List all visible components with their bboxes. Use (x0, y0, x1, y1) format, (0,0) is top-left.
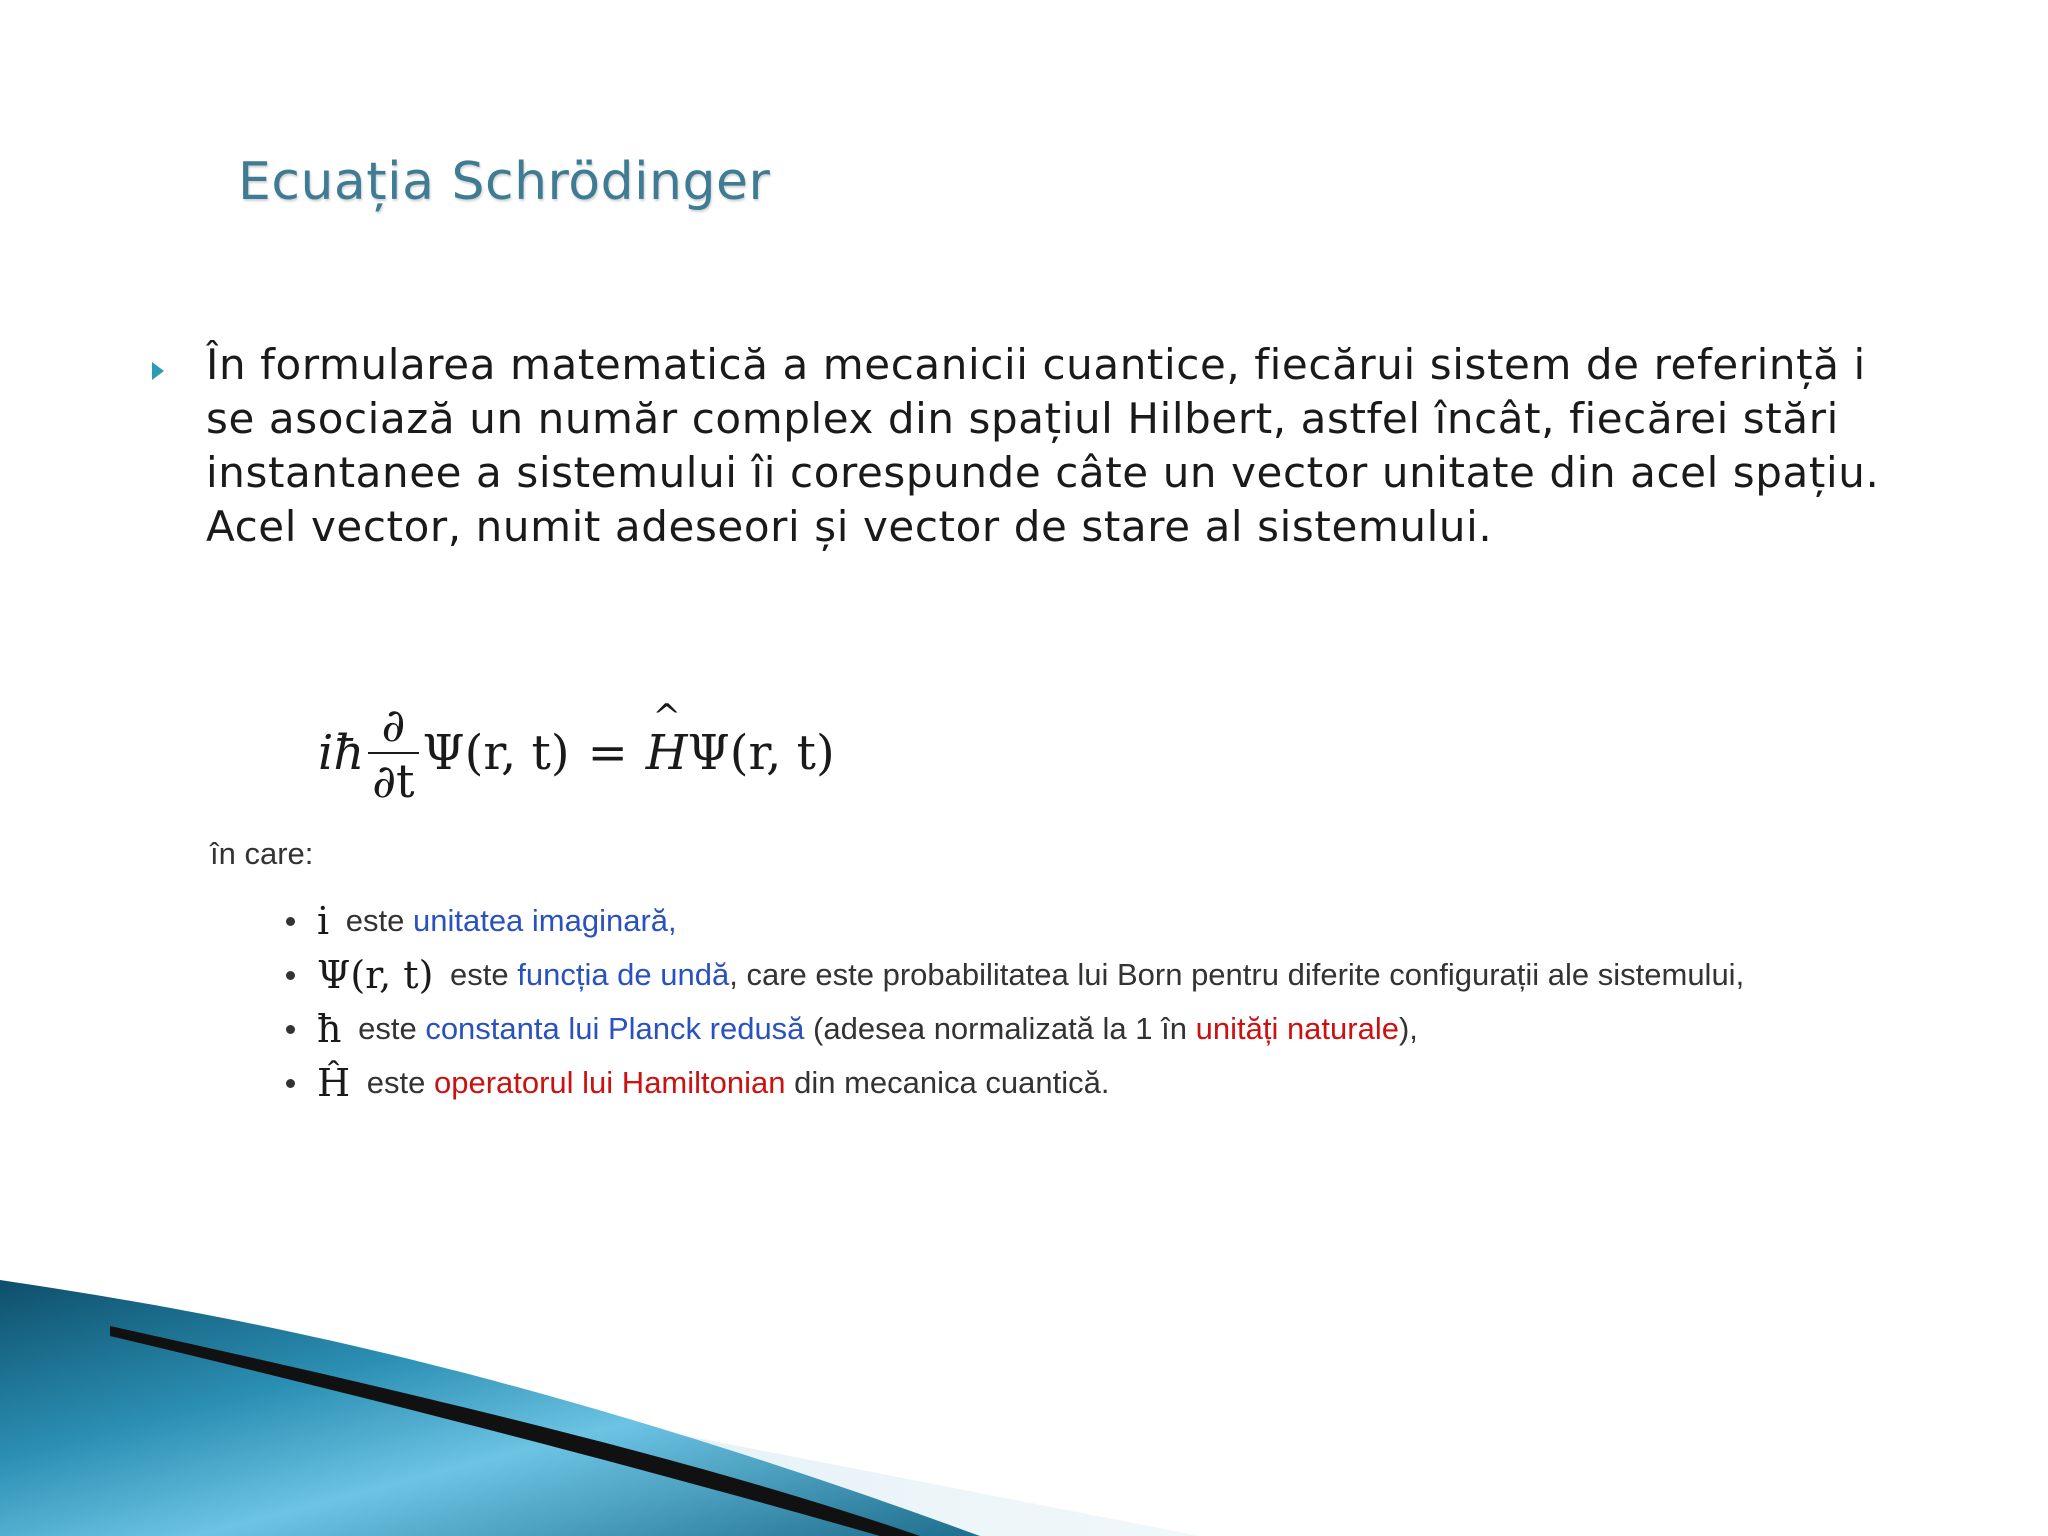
definition-text: ), (1398, 1011, 1418, 1046)
definition-text: , care este probabilitatea lui Born pentru diferite configurații ale sistemului, (729, 957, 1745, 992)
equation-psi-lhs: Ψ(r, t) (422, 725, 570, 781)
definition-text: din mecanica cuantică. (785, 1065, 1110, 1100)
bullet-dot-icon (286, 1025, 295, 1034)
symbol-psi: Ψ(r, t) (317, 953, 434, 997)
symbol-hamiltonian: Ĥ (317, 1061, 351, 1105)
schrodinger-equation (318, 698, 835, 808)
definition-text: (adesea normalizată la 1 în (804, 1011, 1196, 1046)
fraction-denominator: ∂t (372, 754, 415, 808)
bullet-dot-icon (286, 917, 295, 926)
list-item (286, 1056, 1986, 1110)
definition-text: este (441, 957, 518, 992)
bullet-dot-icon (286, 971, 295, 980)
symbol-i: i (317, 899, 330, 943)
list-item (286, 1002, 1986, 1056)
paragraph-line: se asociază un număr complex din spațiul Hilbert, astfel încât, fiecărei stări (206, 394, 1839, 443)
partial-derivative-fraction (368, 698, 418, 808)
list-item (286, 948, 1986, 1002)
deco-blue-band (0, 1280, 980, 1536)
link-constanta-planck[interactable]: constanta lui Planck redusă (425, 1011, 805, 1046)
paragraph-line: Acel vector, numit adeseori și vector de stare al sistemului. (206, 502, 1493, 551)
definitions-list (286, 894, 1986, 1110)
bullet-dot-icon (286, 1079, 295, 1088)
list-item (286, 894, 1986, 948)
definition-text: , (668, 903, 677, 938)
definition-text: este (337, 903, 413, 938)
bullet-arrow-icon (152, 362, 164, 380)
in-care-label: în care: (210, 836, 314, 871)
body-paragraph (206, 338, 1946, 554)
paragraph-line: În formularea matematică a mecanicii cuantice, fiecărui sistem de referință i (206, 340, 1866, 389)
paragraph-line: instantanee a sistemului îi corespunde câte un vector unitate din acel spațiu. (206, 448, 1880, 497)
equation-equals: = (587, 725, 628, 781)
symbol-hbar: ħ (317, 1007, 342, 1051)
definition-text: este (358, 1065, 434, 1100)
equation-prefix: iħ (318, 725, 365, 781)
definition-text: este (349, 1011, 426, 1046)
link-functia-de-unda[interactable]: funcția de undă (517, 957, 730, 992)
equation-hamiltonian: ^ H (646, 725, 688, 781)
link-operatorul-hamiltonian[interactable]: operatorul lui Hamiltonian (433, 1065, 786, 1100)
link-unitatea-imaginara[interactable]: unitatea imaginară (412, 903, 669, 938)
slide-title: Ecuația Schrödinger (238, 152, 771, 212)
fraction-numerator: ∂ (381, 698, 406, 752)
link-unitati-naturale[interactable]: unități naturale (1195, 1011, 1399, 1046)
decorative-wave-band (0, 1280, 2048, 1536)
equation-psi-rhs: Ψ(r, t) (687, 725, 835, 781)
